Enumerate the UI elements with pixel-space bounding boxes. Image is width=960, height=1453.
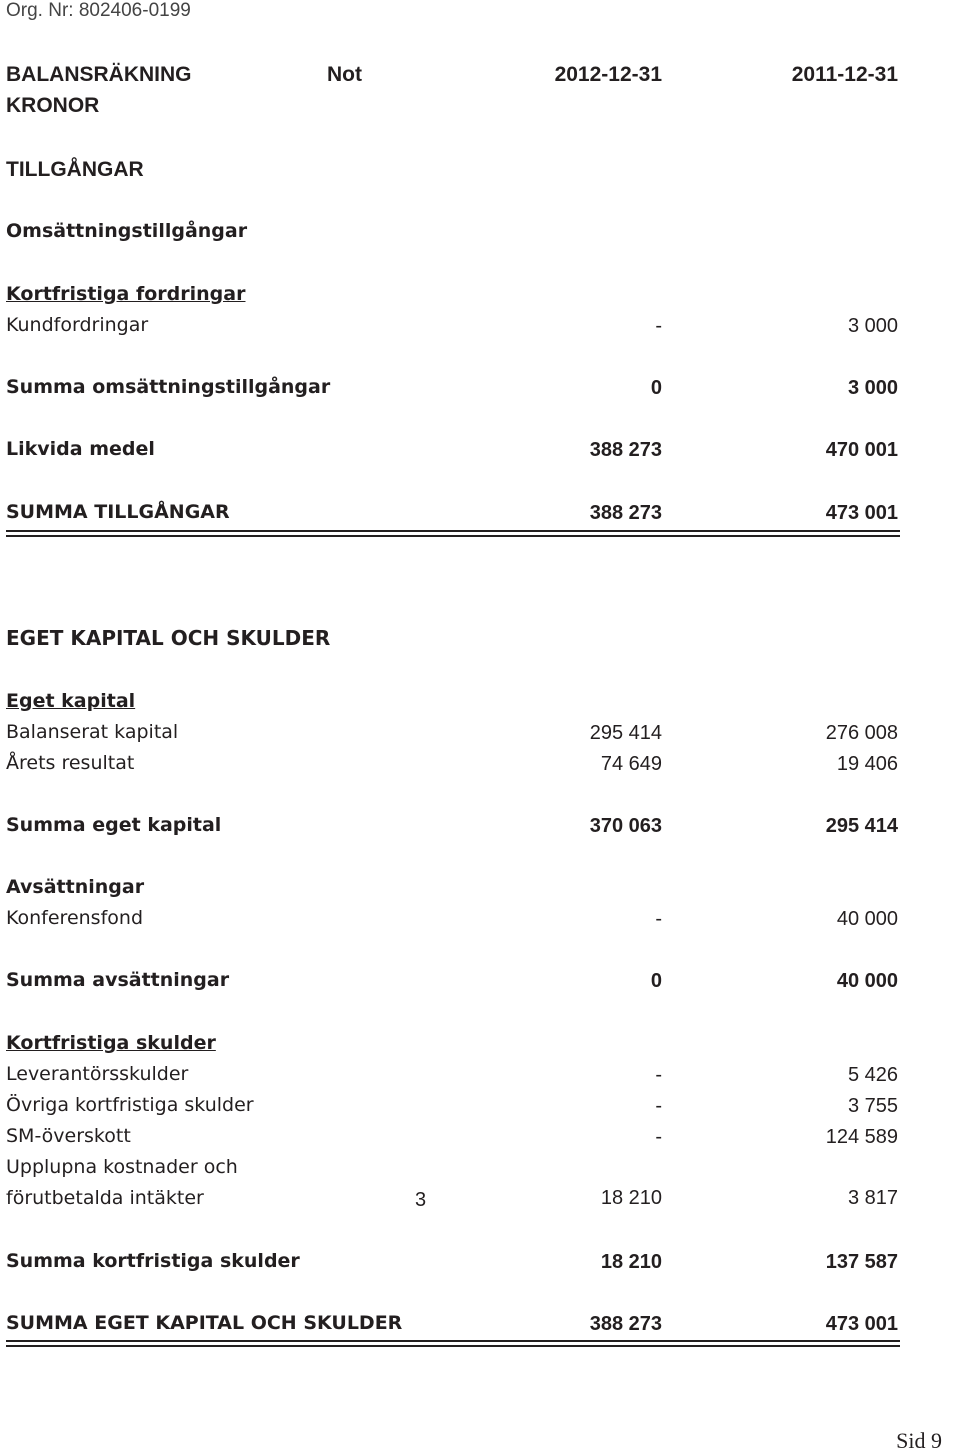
arets-resultat-value-2012: 74 649 — [600, 753, 662, 775]
summa-eget-kapital-och-skulder-label: SUMMA EGET KAPITAL OCH SKULDER — [6, 1312, 403, 1334]
summa-omsattning-value-2012: 0 — [650, 377, 662, 399]
summa-avsattningar-value-2011: 40 000 — [836, 970, 898, 992]
currency-subtitle: KRONOR — [6, 94, 100, 117]
sm-overskott-value-2012: - — [655, 1126, 662, 1148]
summa-tillgangar-label: SUMMA TILLGÅNGAR — [6, 501, 230, 523]
sm-overskott-label: SM-överskott — [6, 1125, 131, 1147]
likvida-medel-value-2012: 388 273 — [589, 439, 662, 461]
arets-resultat-label: Årets resultat — [6, 752, 135, 774]
summa-eget-kapital-value-2012: 370 063 — [589, 815, 662, 837]
summa-eget-kapital-label: Summa eget kapital — [6, 814, 222, 836]
summa-omsattning-value-2011: 3 000 — [847, 377, 898, 399]
leverantorsskulder-value-2011: 5 426 — [847, 1064, 898, 1086]
leverantorsskulder-value-2012: - — [655, 1064, 662, 1086]
page-number: Sid 9 — [896, 1428, 942, 1453]
assets-total-rule-top — [6, 530, 900, 532]
balance-sheet-title: BALANSRÄKNING — [6, 63, 192, 86]
summa-avsattningar-value-2012: 0 — [650, 970, 662, 992]
equity-heading: Eget kapital — [6, 690, 136, 712]
receivables-heading: Kortfristiga fordringar — [6, 283, 246, 305]
kundfordringar-value-2012: - — [655, 315, 662, 337]
balanserat-value-2012: 295 414 — [589, 722, 662, 744]
summa-kortfristiga-value-2012: 18 210 — [600, 1251, 662, 1273]
ovriga-skulder-value-2012: - — [655, 1095, 662, 1117]
ovriga-skulder-value-2011: 3 755 — [847, 1095, 898, 1117]
assets-total-rule-bottom — [6, 535, 900, 537]
short-term-liabilities-heading: Kortfristiga skulder — [6, 1032, 216, 1054]
likvida-medel-label: Likvida medel — [6, 438, 155, 460]
summa-tillgangar-value-2011: 473 001 — [825, 502, 898, 524]
balanserat-value-2011: 276 008 — [825, 722, 898, 744]
arets-resultat-value-2011: 19 406 — [836, 753, 898, 775]
ovriga-skulder-label: Övriga kortfristiga skulder — [6, 1094, 254, 1116]
kundfordringar-value-2011: 3 000 — [847, 315, 898, 337]
liabilities-heading: EGET KAPITAL OCH SKULDER — [6, 626, 331, 650]
leverantorsskulder-label: Leverantörsskulder — [6, 1063, 189, 1085]
upplupna-label-line2: förutbetalda intäkter — [6, 1187, 204, 1209]
org-number: Org. Nr: 802406-0199 — [6, 0, 191, 21]
sm-overskott-value-2011: 124 589 — [825, 1126, 898, 1148]
summa-eget-kapital-value-2011: 295 414 — [825, 815, 898, 837]
summa-avsattningar-label: Summa avsättningar — [6, 969, 230, 991]
upplupna-label-line1: Upplupna kostnader och — [6, 1156, 238, 1178]
konferensfond-value-2012: - — [655, 908, 662, 930]
upplupna-value-2011: 3 817 — [847, 1187, 898, 1209]
liabilities-total-rule-top — [6, 1340, 900, 1342]
summa-kortfristiga-label: Summa kortfristiga skulder — [6, 1250, 300, 1272]
likvida-medel-value-2011: 470 001 — [825, 439, 898, 461]
summa-tillgangar-value-2012: 388 273 — [589, 502, 662, 524]
liabilities-total-rule-bottom — [6, 1345, 900, 1347]
note-column-header: Not — [327, 63, 362, 86]
upplupna-value-2012: 18 210 — [600, 1187, 662, 1209]
summa-eget-kapital-och-skulder-value-2011: 473 001 — [825, 1313, 898, 1335]
upplupna-note: 3 — [415, 1189, 427, 1211]
provisions-heading: Avsättningar — [6, 876, 145, 898]
balanserat-label: Balanserat kapital — [6, 721, 179, 743]
summa-omsattning-label: Summa omsättningstillgångar — [6, 376, 331, 398]
column-header-2011: 2011-12-31 — [791, 63, 898, 86]
konferensfond-label: Konferensfond — [6, 907, 143, 929]
konferensfond-value-2011: 40 000 — [836, 908, 898, 930]
summa-kortfristiga-value-2011: 137 587 — [825, 1251, 898, 1273]
current-assets-heading: Omsättningstillgångar — [6, 220, 248, 242]
assets-heading: TILLGÅNGAR — [6, 158, 144, 181]
kundfordringar-label: Kundfordringar — [6, 314, 149, 336]
summa-eget-kapital-och-skulder-value-2012: 388 273 — [589, 1313, 662, 1335]
column-header-2012: 2012-12-31 — [554, 63, 662, 86]
